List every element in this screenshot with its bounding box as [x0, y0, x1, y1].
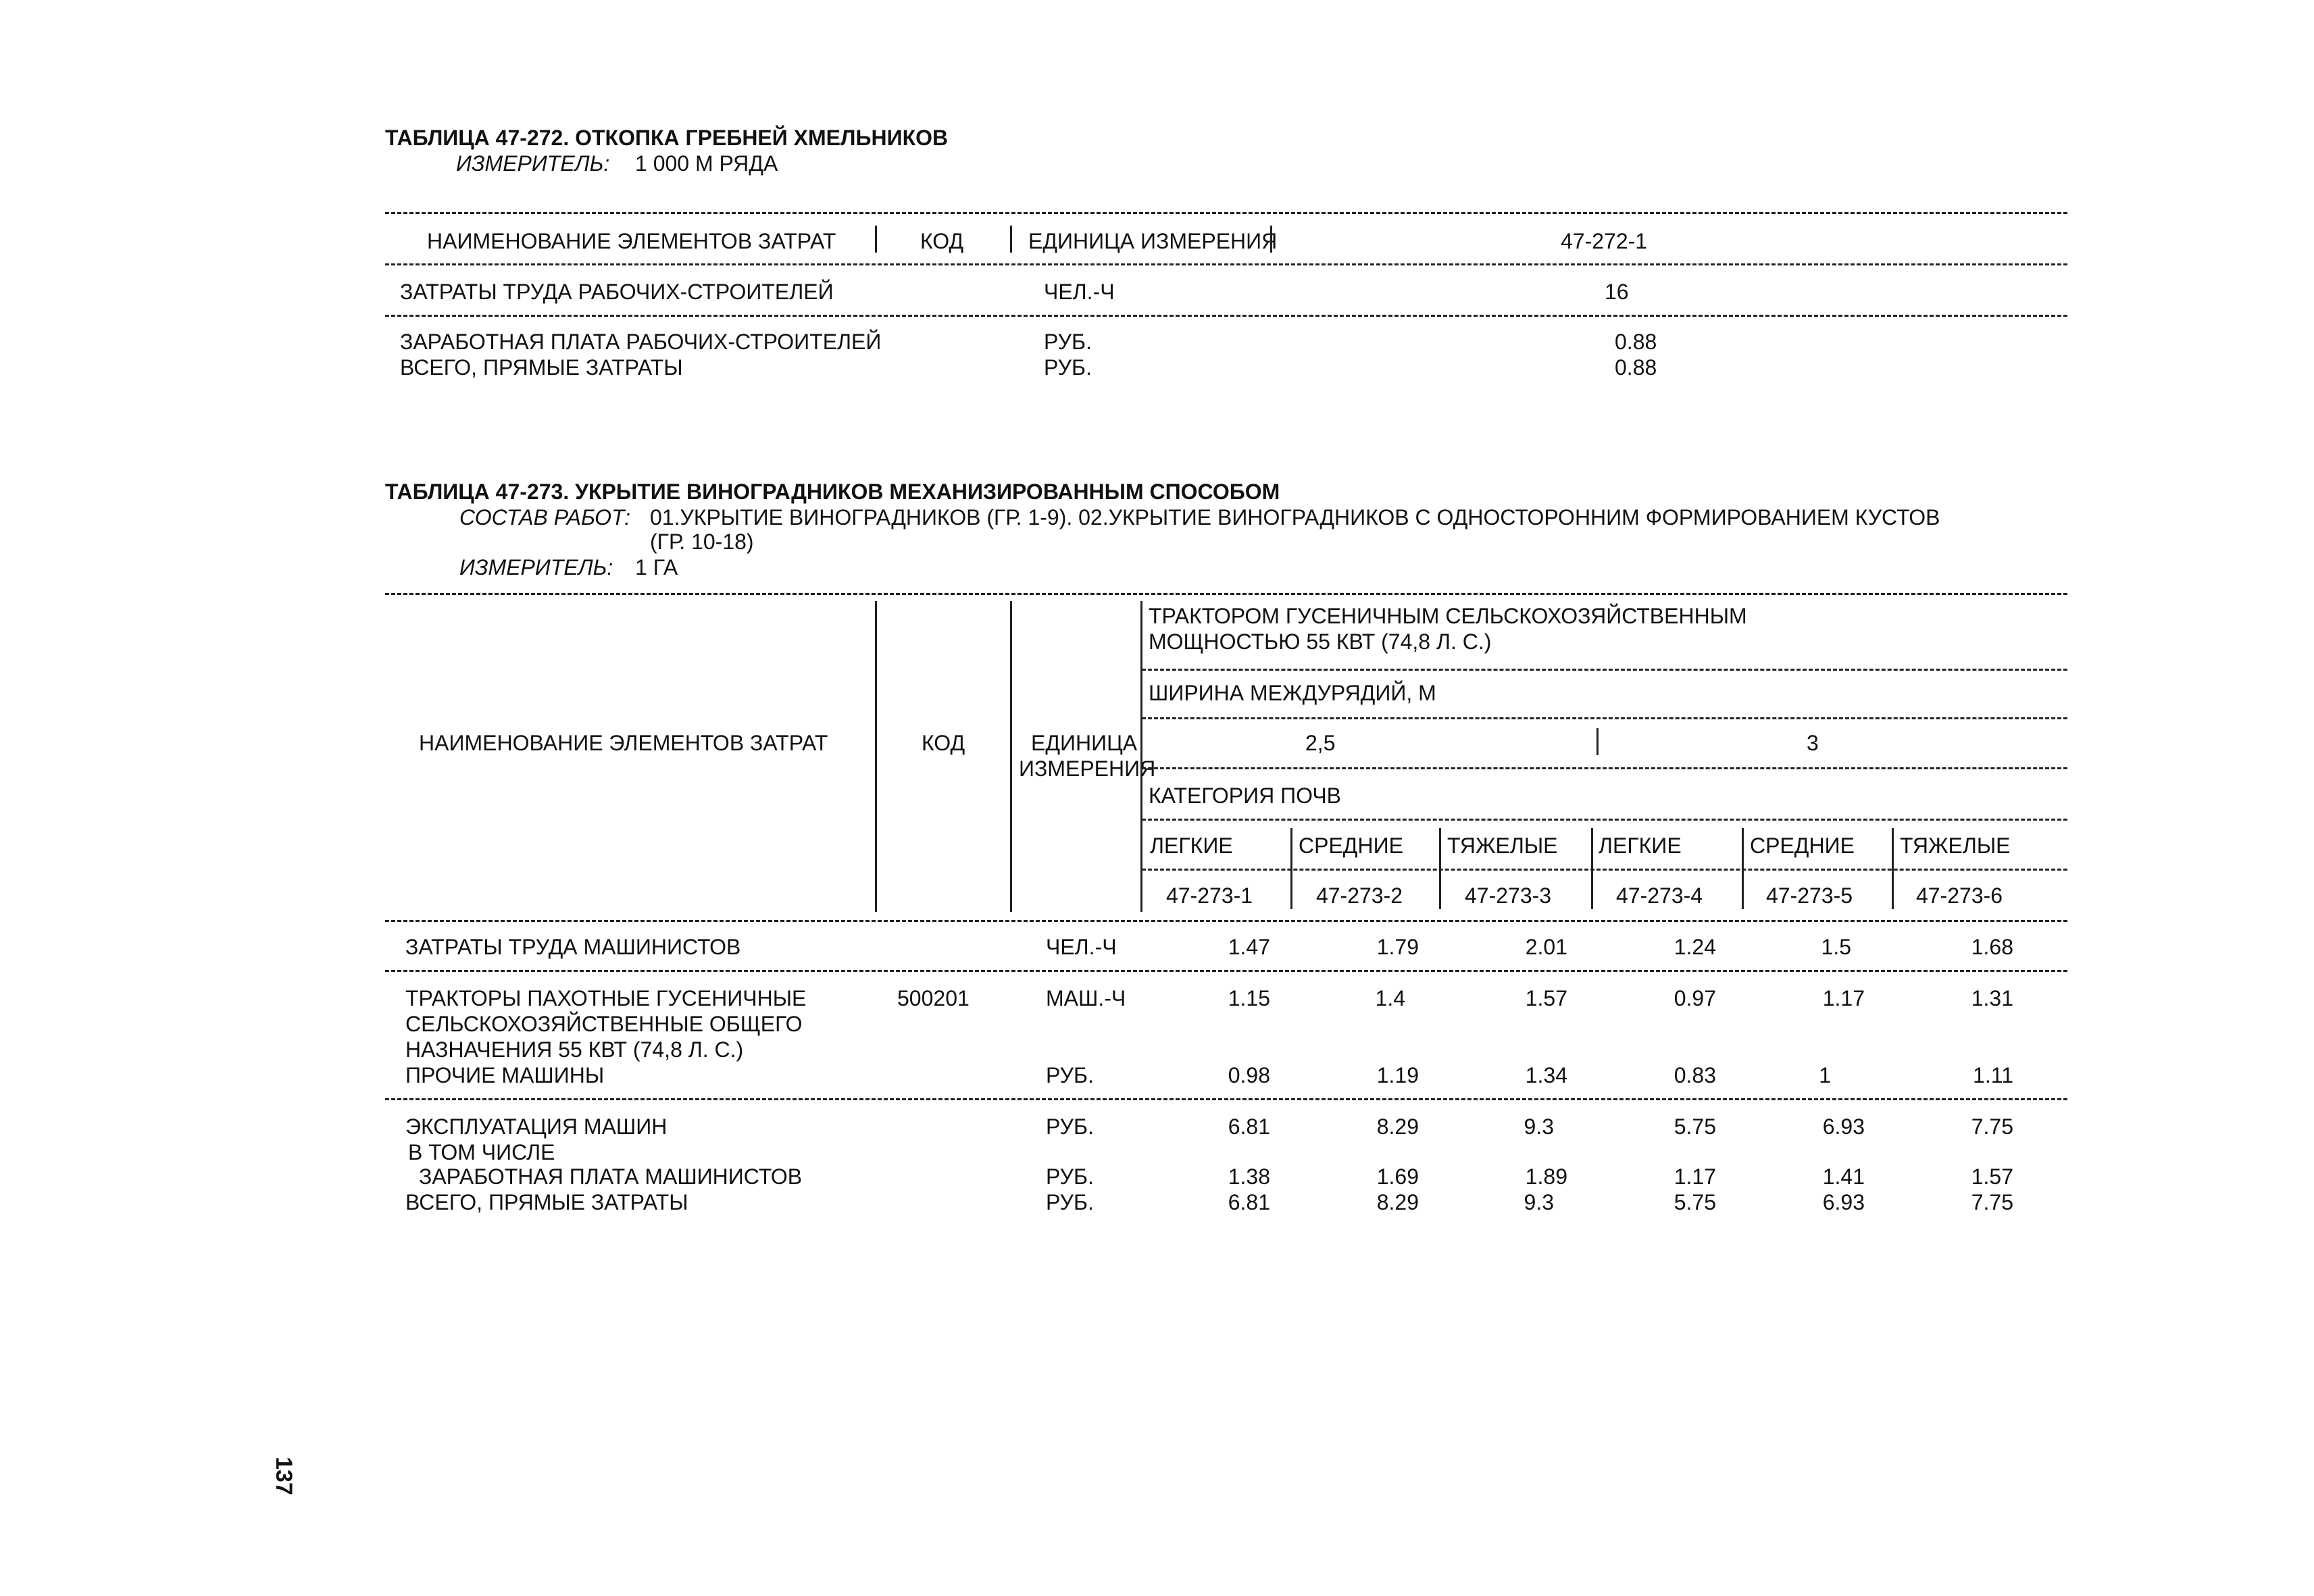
table1-row-wage-value: 0.88: [1615, 330, 1657, 354]
table1-row-labor-name: ЗАТРАТЫ ТРУДА РАБОЧИХ-СТРОИТЕЛЕЙ: [400, 280, 834, 304]
table2-wages-value-6: 1.57: [1971, 1164, 2013, 1189]
divider: [1270, 226, 1272, 253]
table1-row-labor-unit: ЧЕЛ.-Ч: [1044, 280, 1115, 304]
table2-tractors-value-3: 1.57: [1525, 986, 1567, 1010]
table2-exploitation-value-4: 5.75: [1674, 1114, 1716, 1139]
table2-work-label: СОСТАВ РАБОТ:: [459, 505, 631, 530]
table2-tractors-name-line3: НАЗНАЧЕНИЯ 55 КВТ (74,8 Л. С.): [405, 1037, 744, 1062]
table1-title: ТАБЛИЦА 47-272. ОТКОПКА ГРЕБНЕЙ ХМЕЛЬНИКОВ: [385, 126, 949, 150]
divider: [875, 226, 877, 253]
table2-exploitation-value-6: 7.75: [1971, 1114, 2013, 1139]
table2-soil-1: ЛЕГКИЕ: [1150, 833, 1233, 858]
divider: [385, 970, 2067, 972]
table2-soil-3: ТЯЖЕЛЫЕ: [1447, 833, 1558, 858]
table2-code-4: 47-273-4: [1616, 883, 1703, 908]
table2-title: ТАБЛИЦА 47-273. УКРЫТИЕ ВИНОГРАДНИКОВ МЕХАНИЗИРОВАННЫМ СПОСОБОМ: [385, 480, 1280, 504]
table2-exploitation-name: ЭКСПЛУАТАЦИЯ МАШИН: [405, 1114, 668, 1139]
table2-header-tractor-line2: МОЩНОСТЬЮ 55 КВТ (74,8 Л. С.): [1149, 629, 1492, 654]
divider: [385, 593, 2067, 595]
table2-labor-name: ЗАТРАТЫ ТРУДА МАШИНИСТОВ: [405, 935, 741, 959]
divider: [385, 315, 2067, 317]
table2-tractors-value-6: 1.31: [1971, 986, 2013, 1010]
divider: [1142, 717, 2067, 719]
table2-code-2: 47-273-2: [1316, 883, 1403, 908]
table2-including-label: В ТОМ ЧИСЛЕ: [408, 1140, 555, 1164]
table2-soil-5: СРЕДНИЕ: [1750, 833, 1855, 858]
table2-measure-label: ИЗМЕРИТЕЛЬ:: [459, 555, 613, 580]
divider: [385, 212, 2067, 214]
table2-tractors-unit: МАШ.-Ч: [1046, 986, 1126, 1010]
divider: [385, 1098, 2067, 1100]
table2-total-name: ВСЕГО, ПРЯМЫЕ ЗАТРАТЫ: [405, 1190, 688, 1214]
table2-header-tractor-line1: ТРАКТОРОМ ГУСЕНИЧНЫМ СЕЛЬСКОХОЗЯЙСТВЕННЫМ: [1149, 604, 1747, 628]
divider: [385, 920, 2067, 922]
table2-soil-6: ТЯЖЕЛЫЕ: [1900, 833, 2011, 858]
table2-exploitation-unit: РУБ.: [1046, 1114, 1094, 1139]
table2-wages-value-4: 1.17: [1674, 1164, 1716, 1189]
table2-other-value-5: 1: [1819, 1063, 1831, 1087]
table1-row-labor-value: 16: [1605, 280, 1629, 304]
table2-tractors-value-1: 1.15: [1228, 986, 1270, 1010]
table2-total-value-4: 5.75: [1674, 1190, 1716, 1214]
table2-exploitation-value-1: 6.81: [1228, 1114, 1270, 1139]
divider: [1142, 767, 2067, 769]
table1-row-total-name: ВСЕГО, ПРЯМЫЕ ЗАТРАТЫ: [400, 355, 683, 380]
table1-measure-label: ИЗМЕРИТЕЛЬ:: [456, 151, 610, 176]
divider: [1142, 869, 2067, 871]
table2-tractors-code: 500201: [897, 986, 970, 1010]
divider: [1142, 669, 2067, 671]
table2-wages-value-1: 1.38: [1228, 1164, 1270, 1189]
table2-labor-value-4: 1.24: [1674, 935, 1716, 959]
divider: [875, 601, 877, 912]
table2-header-code: КОД: [922, 731, 965, 755]
table2-wages-unit: РУБ.: [1046, 1164, 1094, 1189]
table2-exploitation-value-5: 6.93: [1822, 1114, 1865, 1139]
table2-other-unit: РУБ.: [1046, 1063, 1094, 1087]
table2-code-6: 47-273-6: [1916, 883, 2003, 908]
table2-wages-name: ЗАРАБОТНАЯ ПЛАТА МАШИНИСТОВ: [419, 1164, 803, 1189]
table2-tractors-name-line2: СЕЛЬСКОХОЗЯЙСТВЕННЫЕ ОБЩЕГО: [405, 1012, 803, 1036]
table2-tractors-name-line1: ТРАКТОРЫ ПАХОТНЫЕ ГУСЕНИЧНЫЕ: [405, 986, 807, 1010]
table2-header-name: НАИМЕНОВАНИЕ ЭЛЕМЕНТОВ ЗАТРАТ: [419, 731, 828, 755]
table2-header-soil: КАТЕГОРИЯ ПОЧВ: [1149, 783, 1341, 808]
table2-labor-value-1: 1.47: [1228, 935, 1270, 959]
table2-header-unit-line2: ИЗМЕРЕНИЯ: [1019, 756, 1156, 781]
table2-work-line1: 01.УКРЫТИЕ ВИНОГРАДНИКОВ (ГР. 1-9). 02.УКРЫТИЕ ВИНОГРАДНИКОВ С ОДНОСТОРОННИМ ФОРМИРОВАНИЕМ КУСТОВ: [650, 505, 1940, 530]
table2-header-unit-line1: ЕДИНИЦА: [1031, 731, 1138, 755]
table2-labor-value-2: 1.79: [1376, 935, 1419, 959]
table1-row-total-value: 0.88: [1615, 355, 1657, 380]
table2-tractors-value-5: 1.17: [1822, 986, 1865, 1010]
table2-total-value-2: 8.29: [1376, 1190, 1419, 1214]
divider: [385, 263, 2067, 265]
table2-wages-value-5: 1.41: [1822, 1164, 1865, 1189]
table2-labor-value-6: 1.68: [1971, 935, 2013, 959]
table2-code-3: 47-273-3: [1465, 883, 1552, 908]
table2-other-name: ПРОЧИЕ МАШИНЫ: [405, 1063, 605, 1087]
table1-measure-value: 1 000 М РЯДА: [635, 151, 778, 176]
table2-tractors-value-4: 0.97: [1674, 986, 1716, 1010]
table2-code-1: 47-273-1: [1166, 883, 1253, 908]
table2-other-value-6: 1.11: [1973, 1063, 2013, 1087]
page-number: 137: [271, 1457, 297, 1495]
table1-row-wage-unit: РУБ.: [1044, 330, 1092, 354]
table2-work-line2: (ГР. 10-18): [650, 530, 754, 554]
table2-labor-value-5: 1.5: [1821, 935, 1851, 959]
divider: [1010, 226, 1012, 253]
divider: [1010, 601, 1012, 912]
table2-exploitation-value-2: 8.29: [1376, 1114, 1419, 1139]
table2-total-value-1: 6.81: [1228, 1190, 1270, 1214]
table2-tractors-value-2: 1.4: [1375, 986, 1405, 1010]
divider: [1596, 728, 1599, 755]
table2-total-value-5: 6.93: [1822, 1190, 1865, 1214]
table1-header-name: НАИМЕНОВАНИЕ ЭЛЕМЕНТОВ ЗАТРАТ: [427, 229, 836, 253]
table1-row-total-unit: РУБ.: [1044, 355, 1092, 380]
table2-header-width-b: 3: [1807, 731, 1819, 755]
table2-total-unit: РУБ.: [1046, 1190, 1094, 1214]
table2-wages-value-2: 1.69: [1376, 1164, 1419, 1189]
divider: [1142, 819, 2067, 821]
table2-total-value-6: 7.75: [1971, 1190, 2013, 1214]
table2-other-value-4: 0.83: [1674, 1063, 1716, 1087]
table2-other-value-2: 1.19: [1376, 1063, 1419, 1087]
table2-labor-unit: ЧЕЛ.-Ч: [1046, 935, 1117, 959]
table2-other-value-3: 1.34: [1525, 1063, 1567, 1087]
table1-header-code: КОД: [920, 229, 964, 253]
table2-header-width-a: 2,5: [1305, 731, 1336, 755]
table2-labor-value-3: 2.01: [1525, 935, 1567, 959]
table1-header-unit: ЕДИНИЦА ИЗМЕРЕНИЯ: [1028, 229, 1278, 253]
table2-wages-value-3: 1.89: [1525, 1164, 1567, 1189]
table2-header-width: ШИРИНА МЕЖДУРЯДИЙ, М: [1149, 681, 1436, 705]
table2-soil-2: СРЕДНИЕ: [1299, 833, 1403, 858]
table2-exploitation-value-3: 9.3: [1524, 1114, 1554, 1139]
table2-code-5: 47-273-5: [1766, 883, 1853, 908]
table1-row-wage-name: ЗАРАБОТНАЯ ПЛАТА РАБОЧИХ-СТРОИТЕЛЕЙ: [400, 330, 882, 354]
table1-header-col: 47-272-1: [1561, 229, 1648, 253]
table2-total-value-3: 9.3: [1524, 1190, 1554, 1214]
table2-measure-value: 1 ГА: [635, 555, 678, 580]
table2-soil-4: ЛЕГКИЕ: [1599, 833, 1682, 858]
table2-other-value-1: 0.98: [1228, 1063, 1270, 1087]
